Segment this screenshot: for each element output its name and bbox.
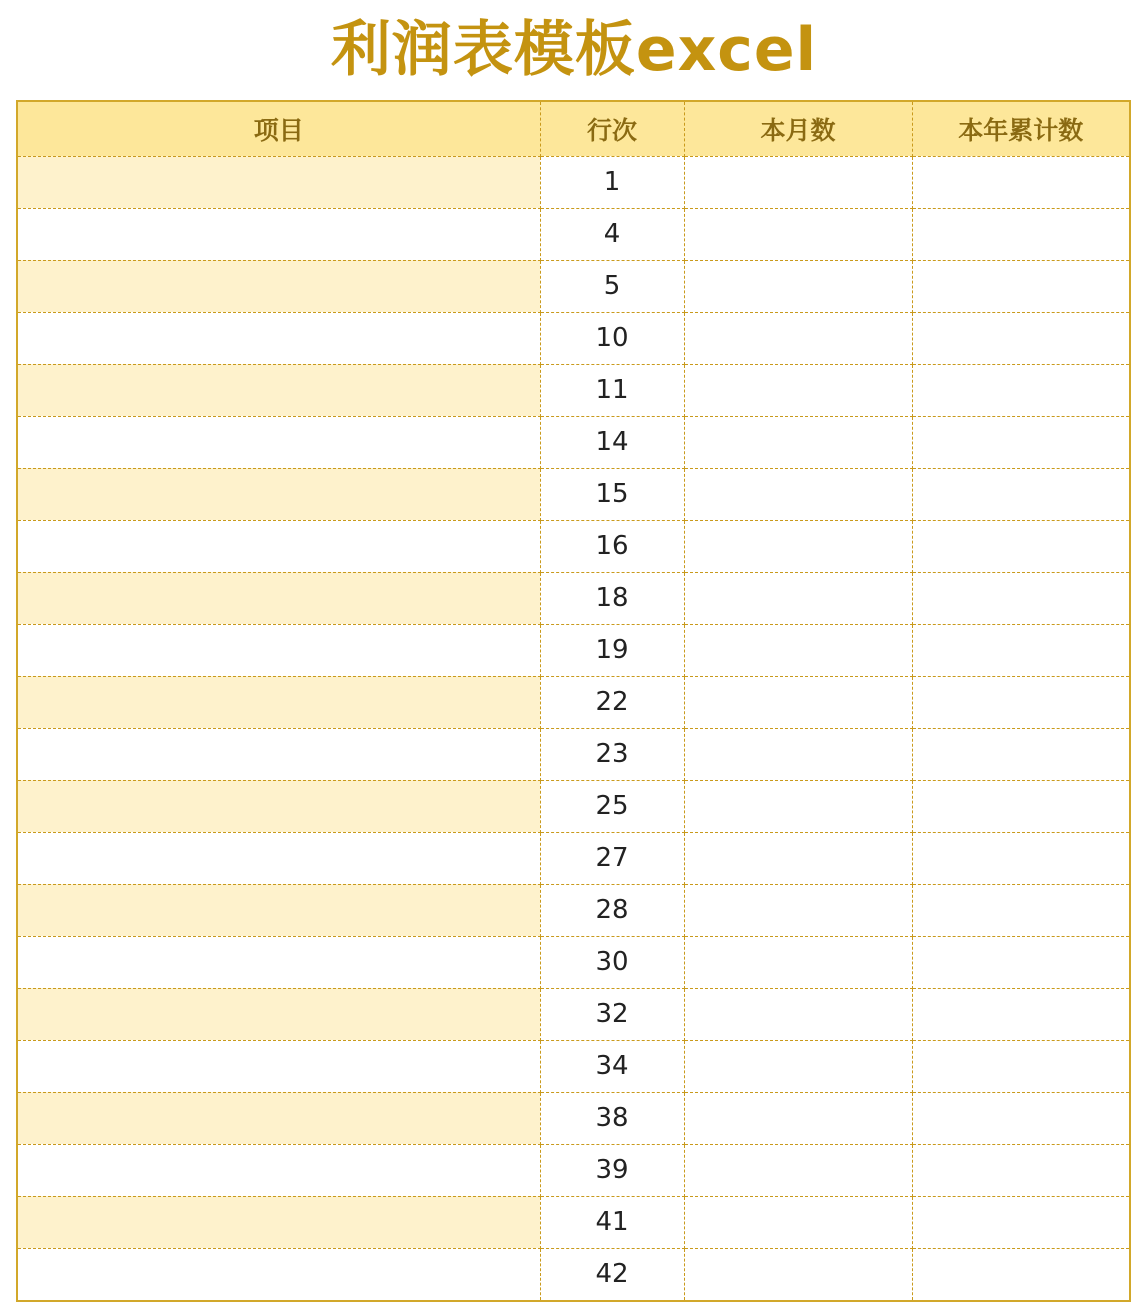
- current-month-cell[interactable]: [684, 728, 912, 780]
- table-row: [18, 416, 1129, 468]
- item-cell[interactable]: [18, 1092, 540, 1144]
- year-to-date-cell[interactable]: [912, 260, 1129, 312]
- current-month-cell[interactable]: [684, 156, 912, 208]
- table-row: [18, 1040, 1129, 1092]
- year-to-date-cell[interactable]: [912, 1092, 1129, 1144]
- item-cell[interactable]: [18, 1144, 540, 1196]
- current-month-cell[interactable]: [684, 988, 912, 1040]
- item-cell[interactable]: [18, 676, 540, 728]
- item-cell[interactable]: [18, 936, 540, 988]
- table-row: [18, 884, 1129, 936]
- year-to-date-cell[interactable]: [912, 832, 1129, 884]
- item-cell[interactable]: [18, 156, 540, 208]
- row-number-cell[interactable]: 34: [540, 1040, 684, 1092]
- row-number-cell[interactable]: 15: [540, 468, 684, 520]
- current-month-cell[interactable]: [684, 260, 912, 312]
- item-cell[interactable]: [18, 624, 540, 676]
- current-month-cell[interactable]: [684, 1040, 912, 1092]
- item-cell[interactable]: [18, 988, 540, 1040]
- item-cell[interactable]: [18, 260, 540, 312]
- item-cell[interactable]: [18, 832, 540, 884]
- table-row: [18, 1144, 1129, 1196]
- table-row: [18, 572, 1129, 624]
- current-month-cell[interactable]: [684, 416, 912, 468]
- table-row: [18, 728, 1129, 780]
- row-number-cell[interactable]: 11: [540, 364, 684, 416]
- year-to-date-cell[interactable]: [912, 312, 1129, 364]
- row-number-cell[interactable]: 41: [540, 1196, 684, 1248]
- current-month-cell[interactable]: [684, 832, 912, 884]
- current-month-cell[interactable]: [684, 884, 912, 936]
- header-item: 项目: [18, 102, 540, 156]
- item-cell[interactable]: [18, 572, 540, 624]
- row-number-cell[interactable]: 38: [540, 1092, 684, 1144]
- profit-statement-sheet: [16, 100, 1131, 1302]
- table-row: [18, 520, 1129, 572]
- item-cell[interactable]: [18, 312, 540, 364]
- row-number-cell[interactable]: 16: [540, 520, 684, 572]
- item-cell[interactable]: [18, 1248, 540, 1300]
- year-to-date-cell[interactable]: [912, 676, 1129, 728]
- year-to-date-cell[interactable]: [912, 208, 1129, 260]
- profit-table: [18, 102, 1129, 1300]
- year-to-date-cell[interactable]: [912, 780, 1129, 832]
- table-row: [18, 1248, 1129, 1300]
- header-row-number: 行次: [540, 102, 684, 156]
- row-number-cell[interactable]: 42: [540, 1248, 684, 1300]
- item-cell[interactable]: [18, 780, 540, 832]
- table-row: [18, 936, 1129, 988]
- table-row: [18, 832, 1129, 884]
- year-to-date-cell[interactable]: [912, 416, 1129, 468]
- table-row: [18, 208, 1129, 260]
- table-row: [18, 780, 1129, 832]
- row-number-cell[interactable]: 14: [540, 416, 684, 468]
- year-to-date-cell[interactable]: [912, 572, 1129, 624]
- current-month-cell[interactable]: [684, 1092, 912, 1144]
- row-number-cell[interactable]: 28: [540, 884, 684, 936]
- row-number-cell[interactable]: 39: [540, 1144, 684, 1196]
- row-number-cell[interactable]: 19: [540, 624, 684, 676]
- row-number-cell[interactable]: 5: [540, 260, 684, 312]
- year-to-date-cell[interactable]: [912, 936, 1129, 988]
- table-row: [18, 260, 1129, 312]
- current-month-cell[interactable]: [684, 520, 912, 572]
- year-to-date-cell[interactable]: [912, 520, 1129, 572]
- row-number-cell[interactable]: 10: [540, 312, 684, 364]
- item-cell[interactable]: [18, 728, 540, 780]
- table-row: [18, 1092, 1129, 1144]
- table-row: [18, 156, 1129, 208]
- year-to-date-cell[interactable]: [912, 1144, 1129, 1196]
- item-cell[interactable]: [18, 364, 540, 416]
- table-row: [18, 468, 1129, 520]
- item-cell[interactable]: [18, 468, 540, 520]
- item-cell[interactable]: [18, 884, 540, 936]
- row-number-cell[interactable]: 18: [540, 572, 684, 624]
- row-number-cell[interactable]: 1: [540, 156, 684, 208]
- header-year-to-date: 本年累计数: [912, 102, 1129, 156]
- current-month-cell[interactable]: [684, 1144, 912, 1196]
- year-to-date-cell[interactable]: [912, 468, 1129, 520]
- current-month-cell[interactable]: [684, 624, 912, 676]
- item-cell[interactable]: [18, 208, 540, 260]
- row-number-cell[interactable]: 27: [540, 832, 684, 884]
- header-current-month: 本月数: [684, 102, 912, 156]
- year-to-date-cell[interactable]: [912, 1196, 1129, 1248]
- year-to-date-cell[interactable]: [912, 1248, 1129, 1300]
- year-to-date-cell[interactable]: [912, 1040, 1129, 1092]
- year-to-date-cell[interactable]: [912, 728, 1129, 780]
- page-title: 利润表模板excel: [330, 15, 818, 85]
- current-month-cell[interactable]: [684, 468, 912, 520]
- current-month-cell[interactable]: [684, 312, 912, 364]
- current-month-cell[interactable]: [684, 208, 912, 260]
- row-number-cell[interactable]: 22: [540, 676, 684, 728]
- row-number-cell[interactable]: 30: [540, 936, 684, 988]
- row-number-cell[interactable]: 23: [540, 728, 684, 780]
- row-number-cell[interactable]: 4: [540, 208, 684, 260]
- table-row: [18, 988, 1129, 1040]
- row-number-cell[interactable]: 32: [540, 988, 684, 1040]
- current-month-cell[interactable]: [684, 936, 912, 988]
- table-row: [18, 312, 1129, 364]
- header-row: [18, 102, 1129, 156]
- table-row: [18, 676, 1129, 728]
- item-cell[interactable]: [18, 520, 540, 572]
- table-row: [18, 624, 1129, 676]
- table-row: [18, 1196, 1129, 1248]
- item-cell[interactable]: [18, 416, 540, 468]
- current-month-cell[interactable]: [684, 1248, 912, 1300]
- year-to-date-cell[interactable]: [912, 156, 1129, 208]
- year-to-date-cell[interactable]: [912, 624, 1129, 676]
- year-to-date-cell[interactable]: [912, 884, 1129, 936]
- year-to-date-cell[interactable]: [912, 364, 1129, 416]
- item-cell[interactable]: [18, 1040, 540, 1092]
- current-month-cell[interactable]: [684, 676, 912, 728]
- year-to-date-cell[interactable]: [912, 988, 1129, 1040]
- item-cell[interactable]: [18, 1196, 540, 1248]
- current-month-cell[interactable]: [684, 780, 912, 832]
- table-row: [18, 364, 1129, 416]
- current-month-cell[interactable]: [684, 1196, 912, 1248]
- current-month-cell[interactable]: [684, 572, 912, 624]
- current-month-cell[interactable]: [684, 364, 912, 416]
- row-number-cell[interactable]: 25: [540, 780, 684, 832]
- table-body: [18, 156, 1129, 1300]
